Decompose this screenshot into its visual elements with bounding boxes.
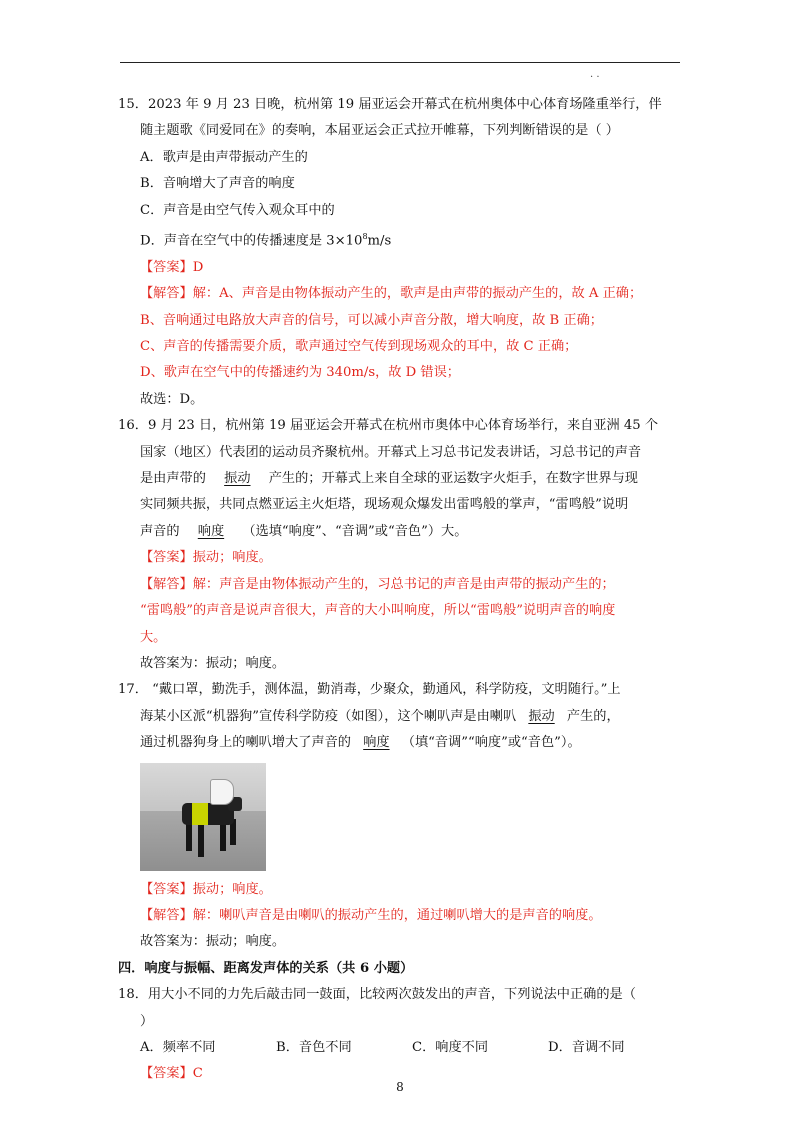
q16-explain-2: “雷鸣般”的声音是说声音很大，声音的大小叫响度，所以“雷鸣般”说明声音的响度	[140, 603, 616, 619]
q17-stem-line1: 17． “戴口罩，勤洗手，测体温，勤消毒，少聚众，勤通风，科学防疫，文明随行。”上	[118, 682, 621, 698]
q18-options	[118, 1035, 684, 1061]
q17-line2-post: 产生的，	[562, 708, 620, 724]
q16-answer-value: 振动；响度。	[192, 550, 272, 566]
q15-option-d	[118, 224, 684, 255]
q17-blank-1: 振动	[528, 708, 555, 724]
q16-stem-line5	[118, 519, 684, 545]
q18-answer-tag: 【答案】	[140, 1066, 193, 1082]
q16-line5-pre: 声音的	[140, 523, 184, 539]
q15-explain-1	[118, 281, 684, 307]
q17-line3-pre: 通过机器狗身上的喇叭增大了声音的	[140, 735, 356, 751]
robot-leg	[186, 821, 192, 851]
q17-conclusion: 故答案为：振动；响度。	[140, 934, 286, 950]
q18-stem-line1: 18．用大小不同的力先后敲击同一鼓面，比较两次鼓发出的声音，下列说法中正确的是（	[118, 987, 636, 1003]
section-heading: 四．响度与振幅、距离发声体的关系（共 6 小题）	[118, 960, 414, 976]
q15-explain-tag: 【解答】	[140, 286, 193, 302]
q18-option-b: B．音色不同	[276, 1039, 352, 1055]
q16-stem-line4: 实同频共振，共同点燃亚运主火炬塔，现场观众爆发出雷鸣般的掌声，“雷鸣般”说明	[140, 497, 629, 513]
q15-option-a: A．歌声是由声带振动产生的	[140, 149, 308, 165]
q17-answer	[118, 877, 684, 903]
q15-option-d-suffix: m/s	[367, 233, 392, 249]
robot-dog-photo	[140, 763, 266, 871]
header-dots: . .	[590, 69, 600, 80]
q18-option-d: D．音调不同	[548, 1039, 625, 1055]
q17-explain-tag: 【解答】	[140, 907, 193, 923]
q15-option-b: B．音响增大了声音的响度	[140, 176, 295, 192]
q18-stem-line2: ）	[140, 1013, 154, 1029]
q15-conclusion: 故选：D。	[140, 391, 204, 407]
q16-stem-line1: 16．9 月 23 日，杭州第 19 届亚运会开幕式在杭州市奥体中心体育场举行，来自亚洲 45 个	[118, 418, 659, 434]
q16-explain-tag: 【解答】	[140, 576, 193, 592]
q16-answer-tag: 【答案】	[140, 550, 193, 566]
robot-leg	[198, 823, 204, 857]
q17-stem-line3	[118, 730, 684, 756]
q16-blank-2: 响度	[197, 523, 225, 539]
q17-stem-line2	[118, 704, 684, 730]
q17-blank-2: 响度	[363, 735, 390, 751]
q16-conclusion: 故答案为：振动；响度。	[140, 655, 286, 671]
q15-explain-2: B、音响通过电路放大声音的信号，可以减小声音分散，增大响度，故 B 正确；	[140, 312, 603, 328]
q17-explain	[118, 903, 684, 929]
q17-line3-post: （填“音调”“响度”或“音色”）。	[397, 735, 581, 751]
q15-option-d-prefix: D．声音在空气中的传播速度是 3×10	[140, 233, 363, 249]
q18-answer-value: C	[192, 1066, 203, 1082]
robot-leg	[220, 821, 226, 851]
page-number: 8	[396, 1080, 404, 1094]
q16-stem-line2: 国家（地区）代表团的运动员齐聚杭州。开幕式上习总书记发表讲话，习总书记的声音	[140, 444, 642, 460]
q15-stem-line1: 15．2023 年 9 月 23 日晚，杭州第 19 届亚运会开幕式在杭州奥体中心体育场隆重举行，伴	[118, 97, 662, 112]
q16-explain-1	[118, 572, 684, 598]
header-rule	[120, 62, 680, 63]
q16-explain-text-1: 解：声音是由物体振动产生的，习总书记的声音是由声带的振动产生的；	[192, 576, 615, 592]
q15-option-d-exponent: 8	[362, 232, 368, 242]
q16-blank-1: 振动	[224, 471, 251, 487]
q16-line5-post: （选填“响度”、“音调”或“音色”）大。	[238, 523, 468, 539]
document-page	[118, 92, 684, 1088]
q16-answer	[118, 545, 684, 571]
q17-answer-value: 振动；响度。	[192, 881, 272, 897]
q17-explain-text: 解：喇叭声音是由喇叭的振动产生的，通过喇叭增大的是声音的响度。	[192, 907, 602, 923]
q18-option-c: C．响度不同	[412, 1039, 489, 1055]
q15-answer-tag: 【答案】	[140, 259, 193, 275]
q15-explain-4: D、歌声在空气中的传播速约为 340m/s，故 D 错误；	[140, 365, 460, 381]
q16-stem-line3	[118, 466, 684, 492]
q15-answer-value: D	[192, 259, 204, 275]
q18-option-a: A．频率不同	[140, 1039, 216, 1055]
q16-line3-pre: 是由声带的	[140, 471, 211, 487]
q17-answer-tag: 【答案】	[140, 881, 193, 897]
q16-explain-3: 大。	[140, 629, 167, 645]
q15-explain-text-1: 解：A、声音是由物体振动产生的，歌声是由声带的振动产生的，故 A 正确；	[192, 286, 643, 302]
q17-line2-pre: 海某小区派“机器狗”宣传科学防疫（如图），这个喇叭声是由喇叭	[140, 708, 521, 724]
q15-option-c: C．声音是由空气传入观众耳中的	[140, 202, 335, 218]
robot-body	[182, 803, 234, 825]
q15-explain-3: C、声音的传播需要介质，歌声通过空气传到现场观众的耳中，故 C 正确；	[140, 339, 578, 355]
q16-line3-post: 产生的；开幕式上来自全球的亚运数字火炬手，在数字世界与现	[264, 471, 638, 487]
robot-vest	[192, 803, 208, 825]
loudspeaker-icon	[210, 779, 234, 805]
q15-answer	[118, 255, 684, 281]
q15-stem-line2: 随主题歌《同爱同在》的奏响，本届亚运会正式拉开帷幕，下列判断错误的是（ ）	[140, 123, 619, 139]
